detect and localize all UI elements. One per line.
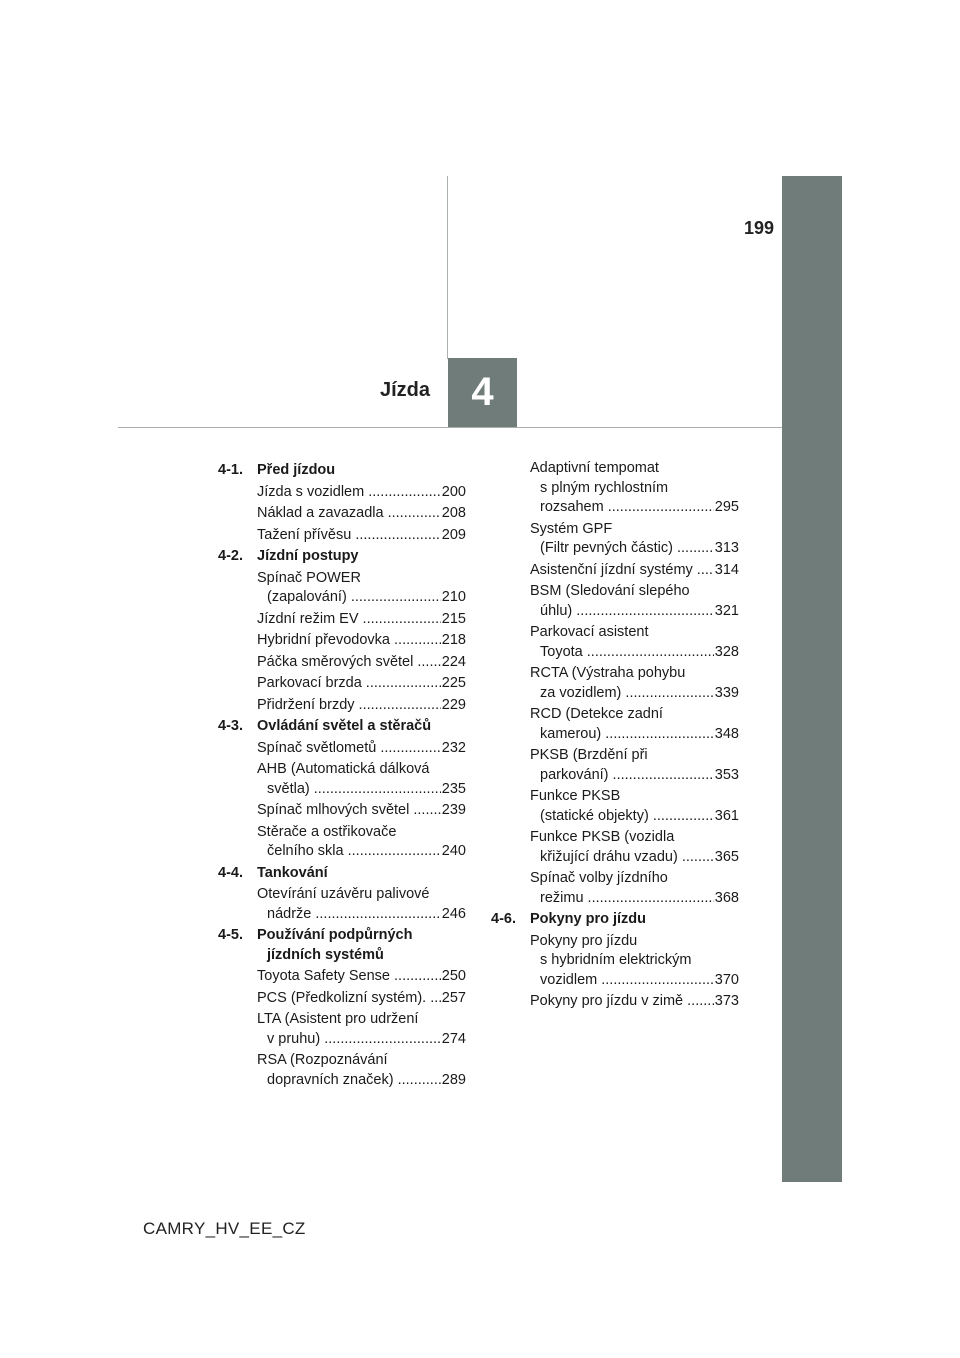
toc-entry-title <box>257 967 441 987</box>
toc-right-column <box>491 459 739 1014</box>
toc-entry-line: LTA (Asistent pro udržení <box>257 1011 419 1027</box>
toc-entry-title <box>257 1051 441 1090</box>
toc-entry-title <box>530 520 714 559</box>
toc-entry[interactable] <box>530 561 739 581</box>
toc-section-title-line: jízdních systémů <box>267 946 384 963</box>
toc-entry-page: 365 <box>714 848 739 865</box>
toc-entry-line: úhlu) <box>540 602 573 619</box>
toc-entry-title <box>530 932 714 991</box>
toc-entry[interactable] <box>257 823 466 862</box>
toc-entry[interactable] <box>257 483 466 503</box>
toc-entry[interactable] <box>257 1010 466 1049</box>
toc-entry[interactable] <box>257 760 466 799</box>
toc-entry-line: Spínač světlometů <box>257 739 377 756</box>
toc-entry-line: AHB (Automatická dálková <box>257 761 430 777</box>
toc-section-heading[interactable] <box>218 864 466 884</box>
chapter-number-box <box>448 358 517 427</box>
toc-entry-title <box>257 696 441 716</box>
toc-entry-title <box>257 1010 441 1049</box>
toc-entry[interactable] <box>257 885 466 924</box>
toc-section-heading[interactable] <box>218 461 466 481</box>
toc-entry-title <box>530 746 714 785</box>
toc-entry-line: (statické objekty) <box>540 807 649 824</box>
toc-entry[interactable] <box>257 610 466 630</box>
toc-entry-line: Tažení přívěsu <box>257 526 352 543</box>
toc-entry-title <box>257 823 441 862</box>
toc-entry[interactable] <box>257 504 466 524</box>
toc-entry-line: nádrže <box>267 905 312 922</box>
toc-section-heading[interactable] <box>218 547 466 567</box>
toc-entry-line: s hybridním elektrickým <box>540 952 692 968</box>
toc-entry-page: 353 <box>714 766 739 783</box>
toc-entry-line: PCS (Předkolizní systém). <box>257 989 427 1006</box>
toc-entry[interactable] <box>257 569 466 608</box>
toc-section-title <box>257 864 466 884</box>
toc-entry-page: 370 <box>714 971 739 988</box>
toc-entry[interactable] <box>257 674 466 694</box>
header-divider-horizontal <box>118 427 782 428</box>
toc-entry-line: Náklad a zavazadla <box>257 505 384 521</box>
chapter-number: 4 <box>471 370 494 414</box>
toc-entry-line: Spínač volby jízdního <box>530 870 668 886</box>
toc-entry-page: 218 <box>441 632 466 648</box>
toc-left-column <box>218 459 466 1092</box>
toc-entry-line: Jízdní režim EV <box>257 610 359 627</box>
toc-entry-line: dopravních značek) <box>267 1071 394 1088</box>
toc-entry-line: Toyota <box>540 643 583 660</box>
toc-section-number: 4-5. <box>218 927 243 943</box>
toc-entry-page: 229 <box>441 696 466 713</box>
toc-entry-page: 232 <box>441 739 466 756</box>
toc-entry-line: Pokyny pro jízdu <box>530 932 638 949</box>
toc-entry[interactable] <box>530 623 739 662</box>
toc-entry[interactable] <box>530 746 739 785</box>
toc-entry[interactable] <box>257 801 466 821</box>
toc-entry-line: křižující dráhu vzadu) <box>540 848 678 865</box>
toc-entry-title <box>257 674 441 694</box>
toc-section-number: 4-2. <box>218 548 243 564</box>
toc-entry[interactable] <box>530 992 739 1012</box>
toc-section-title <box>257 547 466 567</box>
toc-entry[interactable] <box>257 967 466 987</box>
toc-entry-title <box>257 631 441 651</box>
chapter-side-tab <box>782 176 842 1182</box>
toc-entry-line: Páčka směrových světel <box>257 653 414 670</box>
toc-entry-page: 257 <box>441 989 466 1006</box>
toc-entry-line: vozidlem <box>540 971 598 988</box>
toc-entry-page: 348 <box>714 725 739 742</box>
toc-entry-line: čelního skla <box>267 843 344 859</box>
toc-entry-line: Systém GPF <box>530 520 613 537</box>
toc-entry-title <box>530 582 714 621</box>
toc-entry-page: 373 <box>714 993 739 1009</box>
toc-entry-line: za vozidlem) <box>540 684 622 701</box>
toc-entry-title <box>530 459 714 518</box>
toc-entry-title <box>257 483 441 503</box>
toc-section-number: 4-6. <box>491 911 516 927</box>
header-divider-vertical <box>447 176 448 359</box>
toc-entry-title <box>530 561 714 581</box>
toc-entry[interactable] <box>257 631 466 651</box>
page-number: 199 <box>743 218 774 238</box>
toc-entry-title <box>257 760 441 799</box>
toc-entry[interactable] <box>530 582 739 621</box>
toc-entry-page: 200 <box>441 483 466 500</box>
toc-entry-title <box>530 992 714 1012</box>
toc-entry-page: 321 <box>714 602 739 619</box>
toc-entry-title <box>257 504 441 524</box>
toc-entry-line: Jízda s vozidlem <box>257 483 365 500</box>
toc-entry-page: 289 <box>441 1071 466 1088</box>
toc-entry-line: Spínač POWER <box>257 569 361 586</box>
toc-section-title <box>257 926 466 965</box>
toc-entry-title <box>257 739 441 759</box>
toc-entry-line: v pruhu) <box>267 1030 321 1047</box>
toc-entry-title <box>530 869 714 908</box>
toc-entry-line: Otevírání uzávěru palivové <box>257 886 430 902</box>
toc-entry-line: Funkce PKSB (vozidla <box>530 829 675 845</box>
toc-entry-title <box>530 828 714 867</box>
toc-section-title <box>257 717 466 737</box>
toc-section-number: 4-1. <box>218 462 243 478</box>
toc-entry-title <box>257 569 441 608</box>
toc-entry-page: 235 <box>441 780 466 797</box>
toc-entry-page: 224 <box>441 653 466 670</box>
toc-section-title-line: Ovládání světel a stěračů <box>257 718 432 734</box>
toc-entry-title <box>257 989 441 1009</box>
toc-section-title <box>530 910 739 930</box>
toc-section-title <box>257 461 466 481</box>
toc-entry-title <box>530 787 714 826</box>
toc-entry[interactable] <box>257 653 466 673</box>
toc-section-title-line: Pokyny pro jízdu <box>530 911 647 927</box>
chapter-title: Jízda <box>379 379 430 401</box>
toc-entry-page: 313 <box>714 540 739 556</box>
toc-entry-page: 209 <box>441 526 466 543</box>
toc-entry-line: (Filtr pevných částic) <box>540 540 673 556</box>
toc-entry-line: Přidržení brzdy <box>257 696 355 713</box>
toc-entry-page: 240 <box>441 843 466 859</box>
toc-entry-line: RCD (Detekce zadní <box>530 706 663 722</box>
toc-section-heading[interactable] <box>491 910 739 930</box>
toc-entry-title <box>257 526 441 546</box>
toc-entry[interactable] <box>530 520 739 559</box>
toc-entry-line: Toyota Safety Sense <box>257 968 390 984</box>
toc-entry-line: Adaptivní tempomat <box>530 460 659 476</box>
toc-entry-line: rozsahem <box>540 499 604 515</box>
toc-entry-title <box>530 623 714 662</box>
toc-entry[interactable] <box>530 869 739 908</box>
toc-entry-line: parkování) <box>540 766 609 783</box>
toc-entry-page: 208 <box>441 505 466 521</box>
toc-entry-page: 225 <box>441 675 466 691</box>
toc-entry-line: BSM (Sledování slepého <box>530 583 690 599</box>
toc-entry[interactable] <box>257 1051 466 1090</box>
toc-entry[interactable] <box>530 664 739 703</box>
toc-entry-line: režimu <box>540 889 584 906</box>
toc-entry[interactable] <box>530 932 739 991</box>
toc-entry-line: Parkovací asistent <box>530 624 649 640</box>
toc-entry[interactable] <box>257 739 466 759</box>
footer-document-code: CAMRY_HV_EE_CZ <box>143 1219 306 1238</box>
toc-entry-line: světla) <box>267 780 310 797</box>
toc-entry-line: Parkovací brzda <box>257 675 362 691</box>
toc-entry-line: s plným rychlostním <box>540 479 669 496</box>
toc-entry-line: RCTA (Výstraha pohybu <box>530 665 686 681</box>
toc-entry-title <box>257 801 441 821</box>
toc-entry[interactable] <box>530 459 739 518</box>
toc-section-title-line: Používání podpůrných <box>257 927 413 943</box>
toc-entry-page: 239 <box>441 802 466 818</box>
toc-entry-line: Stěrače a ostřikovače <box>257 823 397 840</box>
toc-section-heading[interactable] <box>218 926 466 965</box>
toc-section-title-line: Před jízdou <box>257 462 336 478</box>
toc-section-title-line: Tankování <box>257 864 328 881</box>
toc-entry-line: Pokyny pro jízdu v zimě <box>530 993 684 1009</box>
toc-entry[interactable] <box>257 526 466 546</box>
toc-entry[interactable] <box>530 828 739 867</box>
toc-entry-line: PKSB (Brzdění při <box>530 747 648 763</box>
toc-entry[interactable] <box>530 705 739 744</box>
toc-section-number: 4-4. <box>218 864 243 881</box>
toc-entry-page: 274 <box>441 1030 466 1047</box>
toc-entry-line: Hybridní převodovka <box>257 632 390 648</box>
toc-entry-page: 295 <box>714 499 739 515</box>
toc-section-title-line: Jízdní postupy <box>257 548 359 564</box>
toc-entry-line: Spínač mlhových světel <box>257 802 410 818</box>
toc-entry-line: RSA (Rozpoznávání <box>257 1052 388 1068</box>
toc-entry-page: 368 <box>714 889 739 906</box>
toc-section-number: 4-3. <box>218 718 243 734</box>
toc-entry-line: Funkce PKSB <box>530 788 621 804</box>
toc-entry-title <box>530 705 714 744</box>
toc-entry-page: 339 <box>714 684 739 701</box>
toc-entry-title <box>257 885 441 924</box>
toc-entry-page: 328 <box>714 643 739 660</box>
toc-entry[interactable] <box>257 989 466 1009</box>
toc-entry[interactable] <box>530 787 739 826</box>
toc-entry-page: 210 <box>441 589 466 605</box>
toc-entry-line: Asistenční jízdní systémy <box>530 561 693 578</box>
toc-entry-line: kamerou) <box>540 725 602 742</box>
toc-entry-page: 361 <box>714 807 739 824</box>
toc-section-heading[interactable] <box>218 717 466 737</box>
toc-entry-title <box>530 664 714 703</box>
toc-entry-page: 250 <box>441 968 466 984</box>
toc-entry-page: 215 <box>441 610 466 627</box>
toc-entry-title <box>257 610 441 630</box>
toc-entry[interactable] <box>257 696 466 716</box>
toc-entry-page: 246 <box>441 905 466 922</box>
toc-entry-title <box>257 653 441 673</box>
toc-entry-line: (zapalování) <box>267 589 347 605</box>
toc-entry-page: 314 <box>714 561 739 578</box>
